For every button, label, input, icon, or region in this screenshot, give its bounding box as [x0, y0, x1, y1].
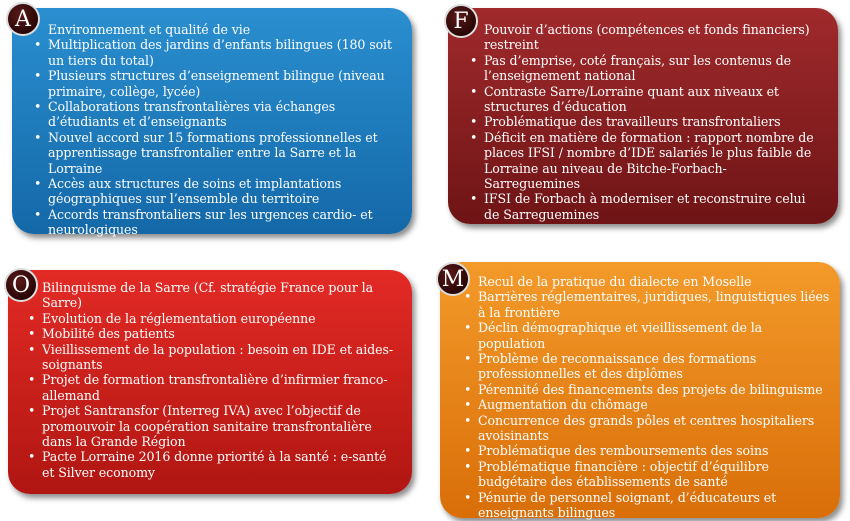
quadrant-content — [28, 280, 400, 480]
quadrant-faiblesses — [448, 8, 838, 224]
quadrant-list — [34, 37, 394, 237]
list-item: • Multiplication des jardins d’enfants bilingues (180 soit un tiers du total) — [34, 37, 394, 68]
list-item: • Contraste Sarre/Lorraine quant aux niveaux et structures d’éducation — [470, 84, 816, 115]
list-item: • Projet Santransfor (Interreg IVA) avec l’objectif de promouvoir la coopération sanitaire transfrontalière dans la Grande Région — [28, 403, 400, 449]
list-item: • Problème de reconnaissance des formations professionnelles et des diplômes — [464, 351, 830, 382]
quadrant-letter-badge: F — [444, 4, 478, 38]
list-item: • Pas d’emprise, coté français, sur les contenus de l’enseignement national — [470, 53, 816, 84]
quadrant-list — [470, 53, 816, 222]
quadrant-letter-badge: M — [436, 262, 470, 296]
list-item: • Plusieurs structures d’enseignement bilingue (niveau primaire, collège, lycée) — [34, 68, 394, 99]
list-item: • Mobilité des patients — [28, 326, 400, 341]
quadrant-atouts — [12, 7, 412, 238]
quadrant-letter-badge: O — [4, 268, 38, 302]
list-item: • Problématique des travailleurs transfrontaliers — [470, 114, 816, 129]
list-item: • Collaborations transfrontalières via échanges d’étudiants et d’enseignants — [34, 99, 394, 130]
quadrant-list — [28, 311, 400, 480]
list-item: • Pacte Lorraine 2016 donne priorité à la santé : e-santé et Silver economy — [28, 449, 400, 480]
list-item: • Problématique financière : objectif d’équilibre budgétaire des établissements de santé — [464, 459, 830, 490]
quadrant-list — [464, 289, 830, 520]
list-item: • Nouvel accord sur 15 formations professionnelles et apprentissage transfrontalier entre la Sarre et la Lorraine — [34, 130, 394, 176]
list-item: • Augmentation du chômage — [464, 397, 830, 412]
list-item: • Pérennité des financements des projets de bilinguisme — [464, 382, 830, 397]
quadrant-heading: Environnement et qualité de vie — [48, 22, 251, 37]
list-item: • IFSI de Forbach à moderniser et reconstruire celui de Sarreguemines — [470, 191, 816, 222]
quadrant-heading: Bilinguisme de la Sarre (Cf. stratégie France pour la Sarre) — [42, 280, 373, 311]
list-item: • Barrières réglementaires, juridiques, linguistiques liées à la frontière — [464, 289, 830, 320]
list-item: • Accès aux structures de soins et implantations géographiques sur l’ensemble du territoire — [34, 176, 394, 207]
list-item: • Accords transfrontaliers sur les urgences cardio- et neurologiques — [34, 207, 394, 238]
list-item: • Problématique des remboursements des soins — [464, 443, 830, 458]
quadrant-heading: Recul de la pratique du dialecte en Moselle — [478, 274, 752, 289]
list-item: • Déficit en matière de formation : rapport nombre de places IFSI / nombre d’IDE salariés le plus faible de Lorraine au niveau de Bitche-Forbach-Sarreguemines — [470, 130, 816, 192]
list-item: • Déclin démographique et vieillissement de la population — [464, 320, 830, 351]
quadrant-letter-badge: A — [6, 2, 40, 36]
quadrant-content — [470, 22, 816, 222]
list-item: • Concurrence des grands pôles et centres hospitaliers avoisinants — [464, 413, 830, 444]
quadrant-menaces — [440, 262, 840, 521]
list-item: • Vieillissement de la population : besoin en IDE et aides-soignants — [28, 342, 400, 373]
list-item: • Projet de formation transfrontalière d’infirmier franco-allemand — [28, 372, 400, 403]
list-item: • Evolution de la réglementation européenne — [28, 311, 400, 326]
quadrant-opportunites — [8, 270, 412, 494]
list-item: • Pénurie de personnel soignant, d’éducateurs et enseignants bilingues — [464, 490, 830, 521]
quadrant-heading: Pouvoir d’actions (compétences et fonds financiers) restreint — [484, 22, 810, 53]
quadrant-content — [34, 22, 394, 238]
quadrant-content — [464, 274, 830, 521]
